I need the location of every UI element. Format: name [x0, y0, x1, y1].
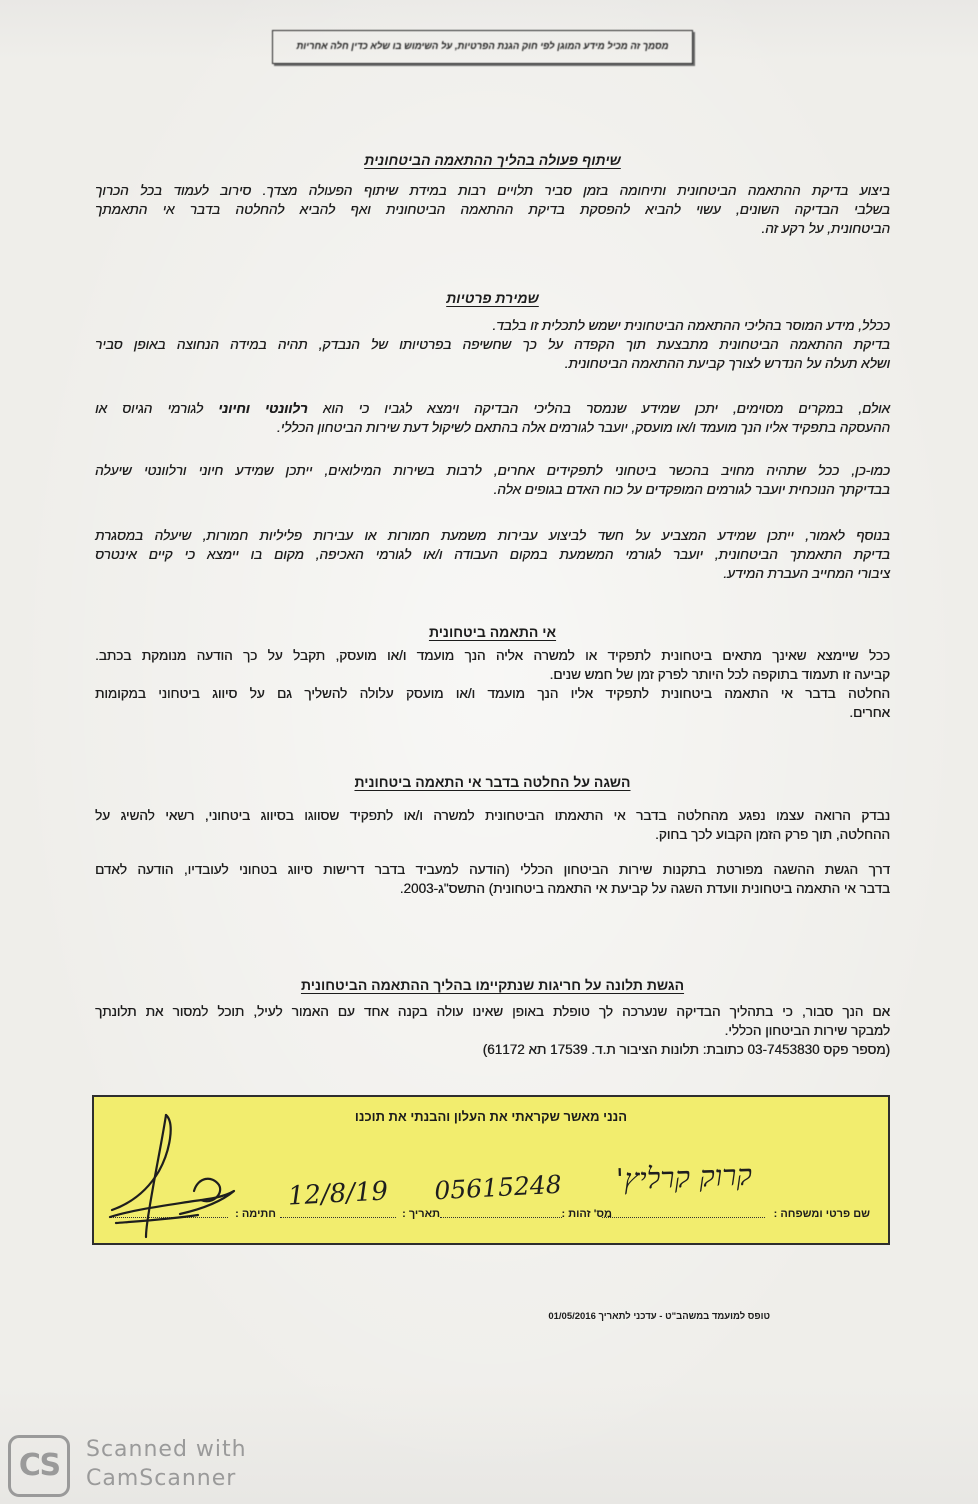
section-heading-text: אי התאמה ביטחונית — [428, 624, 557, 640]
section-heading-security-mismatch — [95, 622, 890, 642]
id-number-label: מס' זהות : — [561, 1208, 612, 1220]
text-line: הביטחונית, על רקע זה. — [761, 221, 890, 236]
classification-notice-text: מסמך זה מכיל מידע המוגן לפי חוק הגנת הפרטיות, על השימוש בו שלא כדין חלה אחריות — [296, 41, 669, 52]
handwritten-signature — [102, 1111, 238, 1239]
text-line: נבדק הרואה עצמו נפגע מהחלטה בדבר אי התאמתו הביטחונית למשרה ו/או לתפקיד שסווגו בסיווג ביטחוני, רשאי להשיג על — [95, 808, 890, 823]
name-field-line — [602, 1217, 765, 1218]
section-heading-text: שיתוף פעולה בהליך ההתאמה הביטחונית — [364, 152, 621, 168]
text-line: בשלבי הבדיקה השונים, עשוי להביא להפסקת בדיקת ההתאמה הביטחונית ואף להביא להחלטה בדבר אי התאמתך — [95, 202, 890, 217]
text-line: בדבר אי התאמה ביטחונית וועדת השגה על קביעת אי התאמה ביטחונית) התשס"ג-2003. — [399, 881, 890, 896]
id-number-field-line — [440, 1217, 562, 1218]
form-footer: טופס למועמד במשהב"ט - עדכני לתאריך 01/05/2016 — [548, 1311, 770, 1322]
text-line: אחרים. — [849, 705, 890, 720]
paragraph — [95, 526, 890, 583]
text-line: ככל שיימצא שאינך מתאים ביטחונית לתפקיד או למשרה אליה הנך מועמד ו/או מועסק, תקבל על כך הודעה מנומקת בכתב. — [95, 648, 890, 663]
section-heading-appeal — [95, 772, 890, 792]
text-line: החלטה בדבר אי התאמה ביטחונית לתפקיד אליו הנך מועמד ו/או מועסק עלולה להשליך גם על סיווג ביטחוני במקומות — [95, 686, 890, 701]
text-line: בנוסף לאמור, ייתכן שמידע המצביע על חשד לביצוע עבירות משמעת חמורות או עבירות פליליות חמורות, שיעלה במסגרת — [95, 528, 890, 543]
section-heading-cooperation — [95, 150, 890, 170]
date-label: תאריך : — [402, 1208, 440, 1220]
signature-label: חתימה : — [235, 1208, 276, 1220]
text-line: ההעסקה בתפקיד אליו הנך מועמד ו/או מועסק, יועבר לגורמים אלה בהתאם לשיקול דעת שירות הביטחון הכללי. — [276, 420, 890, 435]
paragraph — [95, 646, 890, 722]
section-heading-text: שמירת פרטיות — [446, 290, 539, 306]
name-label: שם פרטי ומשפחה : — [773, 1208, 870, 1220]
text-line: (מספר פקס 03-7453830 כתובת: תלונות הציבור ת.ד. 17539 תא 61172) — [482, 1042, 890, 1057]
section-heading-text: הגשת תלונה על חריגות שנתקיימו בהליך ההתאמה הביטחונית — [300, 977, 685, 993]
text-line: בדיקת ההתאמה הביטחונית מתבצעת תוך הקפדה על כך שחשיפה בפרטיותו של הנבדק, תהיה במידה הנחוצה באופן סביר — [95, 337, 890, 352]
paragraph — [95, 181, 890, 238]
acknowledgement-box — [92, 1095, 890, 1245]
section-heading-text: השגה על החלטה בדבר אי התאמה ביטחונית — [354, 774, 631, 790]
classification-notice-box — [272, 30, 693, 64]
text-line: כמו-כן, ככל שתהיה מחויב בהכשר ביטחוני לתפקידים אחרים, לרבות בשירות המילואים, ייתכן שמידע חיוני ורלוונטי שיעלה — [95, 463, 890, 478]
paragraph — [95, 316, 890, 373]
paragraph — [95, 806, 890, 844]
text-line: ציבורי המחייב העברת המידע. — [723, 566, 890, 581]
text-line: קביעה זו תעמוד בתוקפה לכל היותר לפרק זמן של חמש שנים. — [549, 667, 890, 682]
emphasized-text: רלוונטי וחיוני — [218, 401, 308, 416]
paragraph — [95, 399, 890, 437]
text-line: בבדיקתך הנוכחית יועבר לגורמים המופקדים על כוח האדם בגופים אלה. — [493, 482, 890, 497]
text-line: ביצוע בדיקת ההתאמה הביטחונית ותיחומה בזמן סביר תלויים רבות במידת שיתוף הפעולה מצדך. סירוב לעמוד בכל הכרוך — [95, 183, 890, 198]
text-line: ושלא תעלה על הנדרש לצורך קביעת ההתאמה הביטחונית. — [564, 356, 890, 371]
text-segment: אולם, במקרים מסוימים, יתכן שמידע שנמסר בהליכי הבדיקה וימצא לגביו כי הוא — [307, 401, 890, 416]
text-line — [95, 399, 890, 418]
camscanner-logo-icon: CS — [8, 1435, 70, 1497]
text-line: אם הנך סבור, כי בתהליך הבדיקה שנערכה לך טופלת באופן שאינו עולה בקנה אחד עם האמור לעיל, תוכל למסור את תלונתך — [95, 1004, 890, 1019]
paragraph — [95, 860, 890, 898]
text-line: ההחלטה, תוך פרק הזמן הקבוע לכך בחוק. — [655, 827, 890, 842]
text-line: למבקר שירות הביטחון הכללי. — [724, 1023, 890, 1038]
id-number-field-handwriting: 05615248 — [433, 1169, 563, 1206]
date-field-handwriting: 12/8/19 — [287, 1176, 389, 1212]
text-line: דרך הגשת ההשגה מפורטת בתקנות שירות הביטחון הכללי (הודעה למעביד בדבר דרישות סיווג בטחוני לעובדיו, הודעה לאדם — [95, 862, 890, 877]
section-heading-complaint — [95, 975, 890, 995]
section-heading-privacy — [95, 288, 890, 308]
paragraph — [95, 1002, 890, 1059]
paragraph — [95, 461, 890, 499]
acknowledgement-statement: הנני מאשר שקראתי את העלון והבנתי את תוכנו — [354, 1109, 628, 1124]
text-segment: לגורמי הגיוס או — [95, 401, 219, 416]
name-field-handwriting: קרוק קרליץ' — [615, 1157, 753, 1197]
text-line: בדיקת התאמתך הביטחונית, יועבר לגורמי המשמעת במקום העבודה ו/או לגורמי האכיפה, מקום בו יימצא כי קיים אינטרס — [95, 547, 890, 562]
date-field-line — [280, 1217, 396, 1218]
text-line: ככלל, מידע המוסר בהליכי ההתאמה הביטחונית ישמש לתכלית זו בלבד. — [492, 318, 890, 333]
scanner-watermark-line2: CamScanner — [86, 1466, 237, 1491]
scanner-watermark-line1: Scanned with — [86, 1437, 247, 1462]
